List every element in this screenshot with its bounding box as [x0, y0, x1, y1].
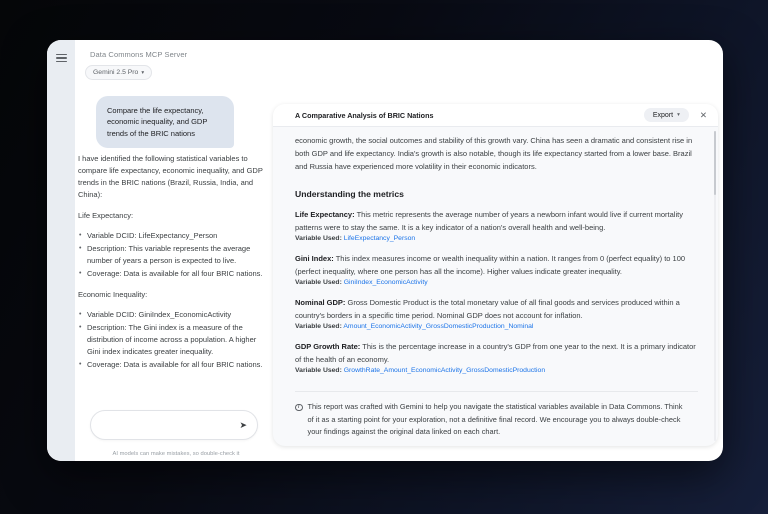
scrollbar-thumb[interactable] [714, 131, 716, 195]
chat-bullet-list [78, 309, 270, 371]
user-message-bubble: Compare the life expectancy, economic inequality, and GDP trends of the BRIC nations [96, 96, 234, 148]
export-button-label: Export [652, 111, 674, 119]
list-item: • Description: The Gini index is a measure of the distribution of income across a population. A higher Gini index indicates greater inequality. [78, 322, 270, 358]
variable-link[interactable]: GrowthRate_Amount_EconomicActivity_GrossDomesticProduction [343, 367, 546, 375]
variable-link[interactable]: GiniIndex_EconomicActivity [343, 279, 428, 287]
metric-block [295, 253, 698, 288]
chat-bullet-list [78, 230, 270, 280]
send-icon[interactable]: ➤ [239, 419, 247, 430]
metric-description: This is the percentage increase in a country's GDP from one year to the next. It is a primary indicator of the health of an economy. [295, 342, 696, 365]
divider [295, 391, 698, 392]
metric-description: This metric represents the average number of years a newborn infant would live if current mortality patterns were to stay the same. It is a key indicator of a nation's overall health and well-being. [295, 210, 683, 233]
metric-name: Life Expectancy: [295, 210, 355, 220]
document-body [273, 127, 718, 438]
variable-used-label: Variable Used: [295, 367, 342, 375]
document-intro-paragraph: economic growth, the social outcomes and stability of this growth vary. China has seen a dramatic and consistent rise in both GDP and life expectancy. India's growth is also notable, though its life expectancy started from a lower base. Brazil and Russia have experienced more volatility in their economic indicators. [295, 136, 693, 171]
variable-link[interactable]: Amount_EconomicActivity_GrossDomesticProduction_Nominal [343, 323, 534, 331]
chat-section-heading: Life Expectancy: [78, 211, 134, 220]
metric-block [295, 297, 698, 332]
variable-used-label: Variable Used: [295, 323, 342, 331]
document-header [273, 104, 718, 127]
metric-description: Gross Domestic Product is the total monetary value of all final goods and services produced within a country's borders in a specific time period. Nominal GDP does not account for inflation. [295, 298, 680, 321]
app-window [47, 40, 723, 461]
list-item: • Variable DCID: LifeExpectancy_Person [78, 230, 270, 242]
chat-input-container [90, 410, 258, 440]
metric-block [295, 341, 698, 376]
chevron-down-icon: ▾ [677, 112, 680, 118]
list-item: • Description: This variable represents the average number of years a person is expected to live. [78, 243, 270, 267]
variable-used-label: Variable Used: [295, 235, 342, 243]
document-title: A Comparative Analysis of BRIC Nations [295, 110, 434, 120]
list-item: • Coverage: Data is available for all four BRIC nations. [78, 268, 270, 280]
metric-description: This index measures income or wealth inequality within a nation. It ranges from 0 (perfect equality) to 100 (perfect inequality, where one person has all the income). Higher values indicate greater inequality. [295, 254, 686, 277]
list-item: • Coverage: Data is available for all four BRIC nations. [78, 359, 270, 371]
model-selector[interactable] [85, 65, 152, 80]
assistant-message [78, 153, 270, 373]
section-heading: Understanding the metrics [295, 188, 404, 199]
variable-link[interactable]: LifeExpectancy_Person [343, 235, 416, 243]
chat-input[interactable] [101, 421, 239, 430]
variable-used-label: Variable Used: [295, 279, 342, 287]
menu-icon[interactable] [56, 54, 67, 62]
footnote-text: This report was crafted with Gemini to help you navigate the statistical variables available in Data Commons. Think of it as a starting point for your exploration, not a definitive final record. We encourage you to always double-check your findings against the original data linked on each chart. [307, 402, 683, 436]
export-button[interactable] [644, 108, 689, 122]
metric-name: Gini Index: [295, 254, 334, 264]
metric-name: Nominal GDP: [295, 298, 346, 308]
info-icon: i [295, 404, 303, 412]
model-selector-label: Gemini 2.5 Pro [93, 69, 139, 76]
metric-block [295, 209, 698, 244]
ai-disclaimer: AI models can make mistakes, so double-check it [112, 451, 240, 457]
chat-section-heading: Economic Inequality: [78, 290, 148, 299]
app-title: Data Commons MCP Server [90, 50, 188, 59]
report-footnote [295, 401, 687, 438]
list-item: • Variable DCID: GiniIndex_EconomicActivity [78, 309, 270, 321]
input-fade-overlay [76, 386, 278, 410]
assistant-intro: I have identified the following statistical variables to compare life expectancy, economic inequality, and GDP trends in the BRIC nations (Brazil, Russia, India, and China): [78, 154, 263, 199]
chevron-down-icon: ▾ [141, 69, 145, 76]
left-rail [47, 40, 75, 461]
document-panel [273, 104, 718, 446]
metric-name: GDP Growth Rate: [295, 342, 361, 352]
close-icon[interactable]: ✕ [699, 109, 707, 120]
